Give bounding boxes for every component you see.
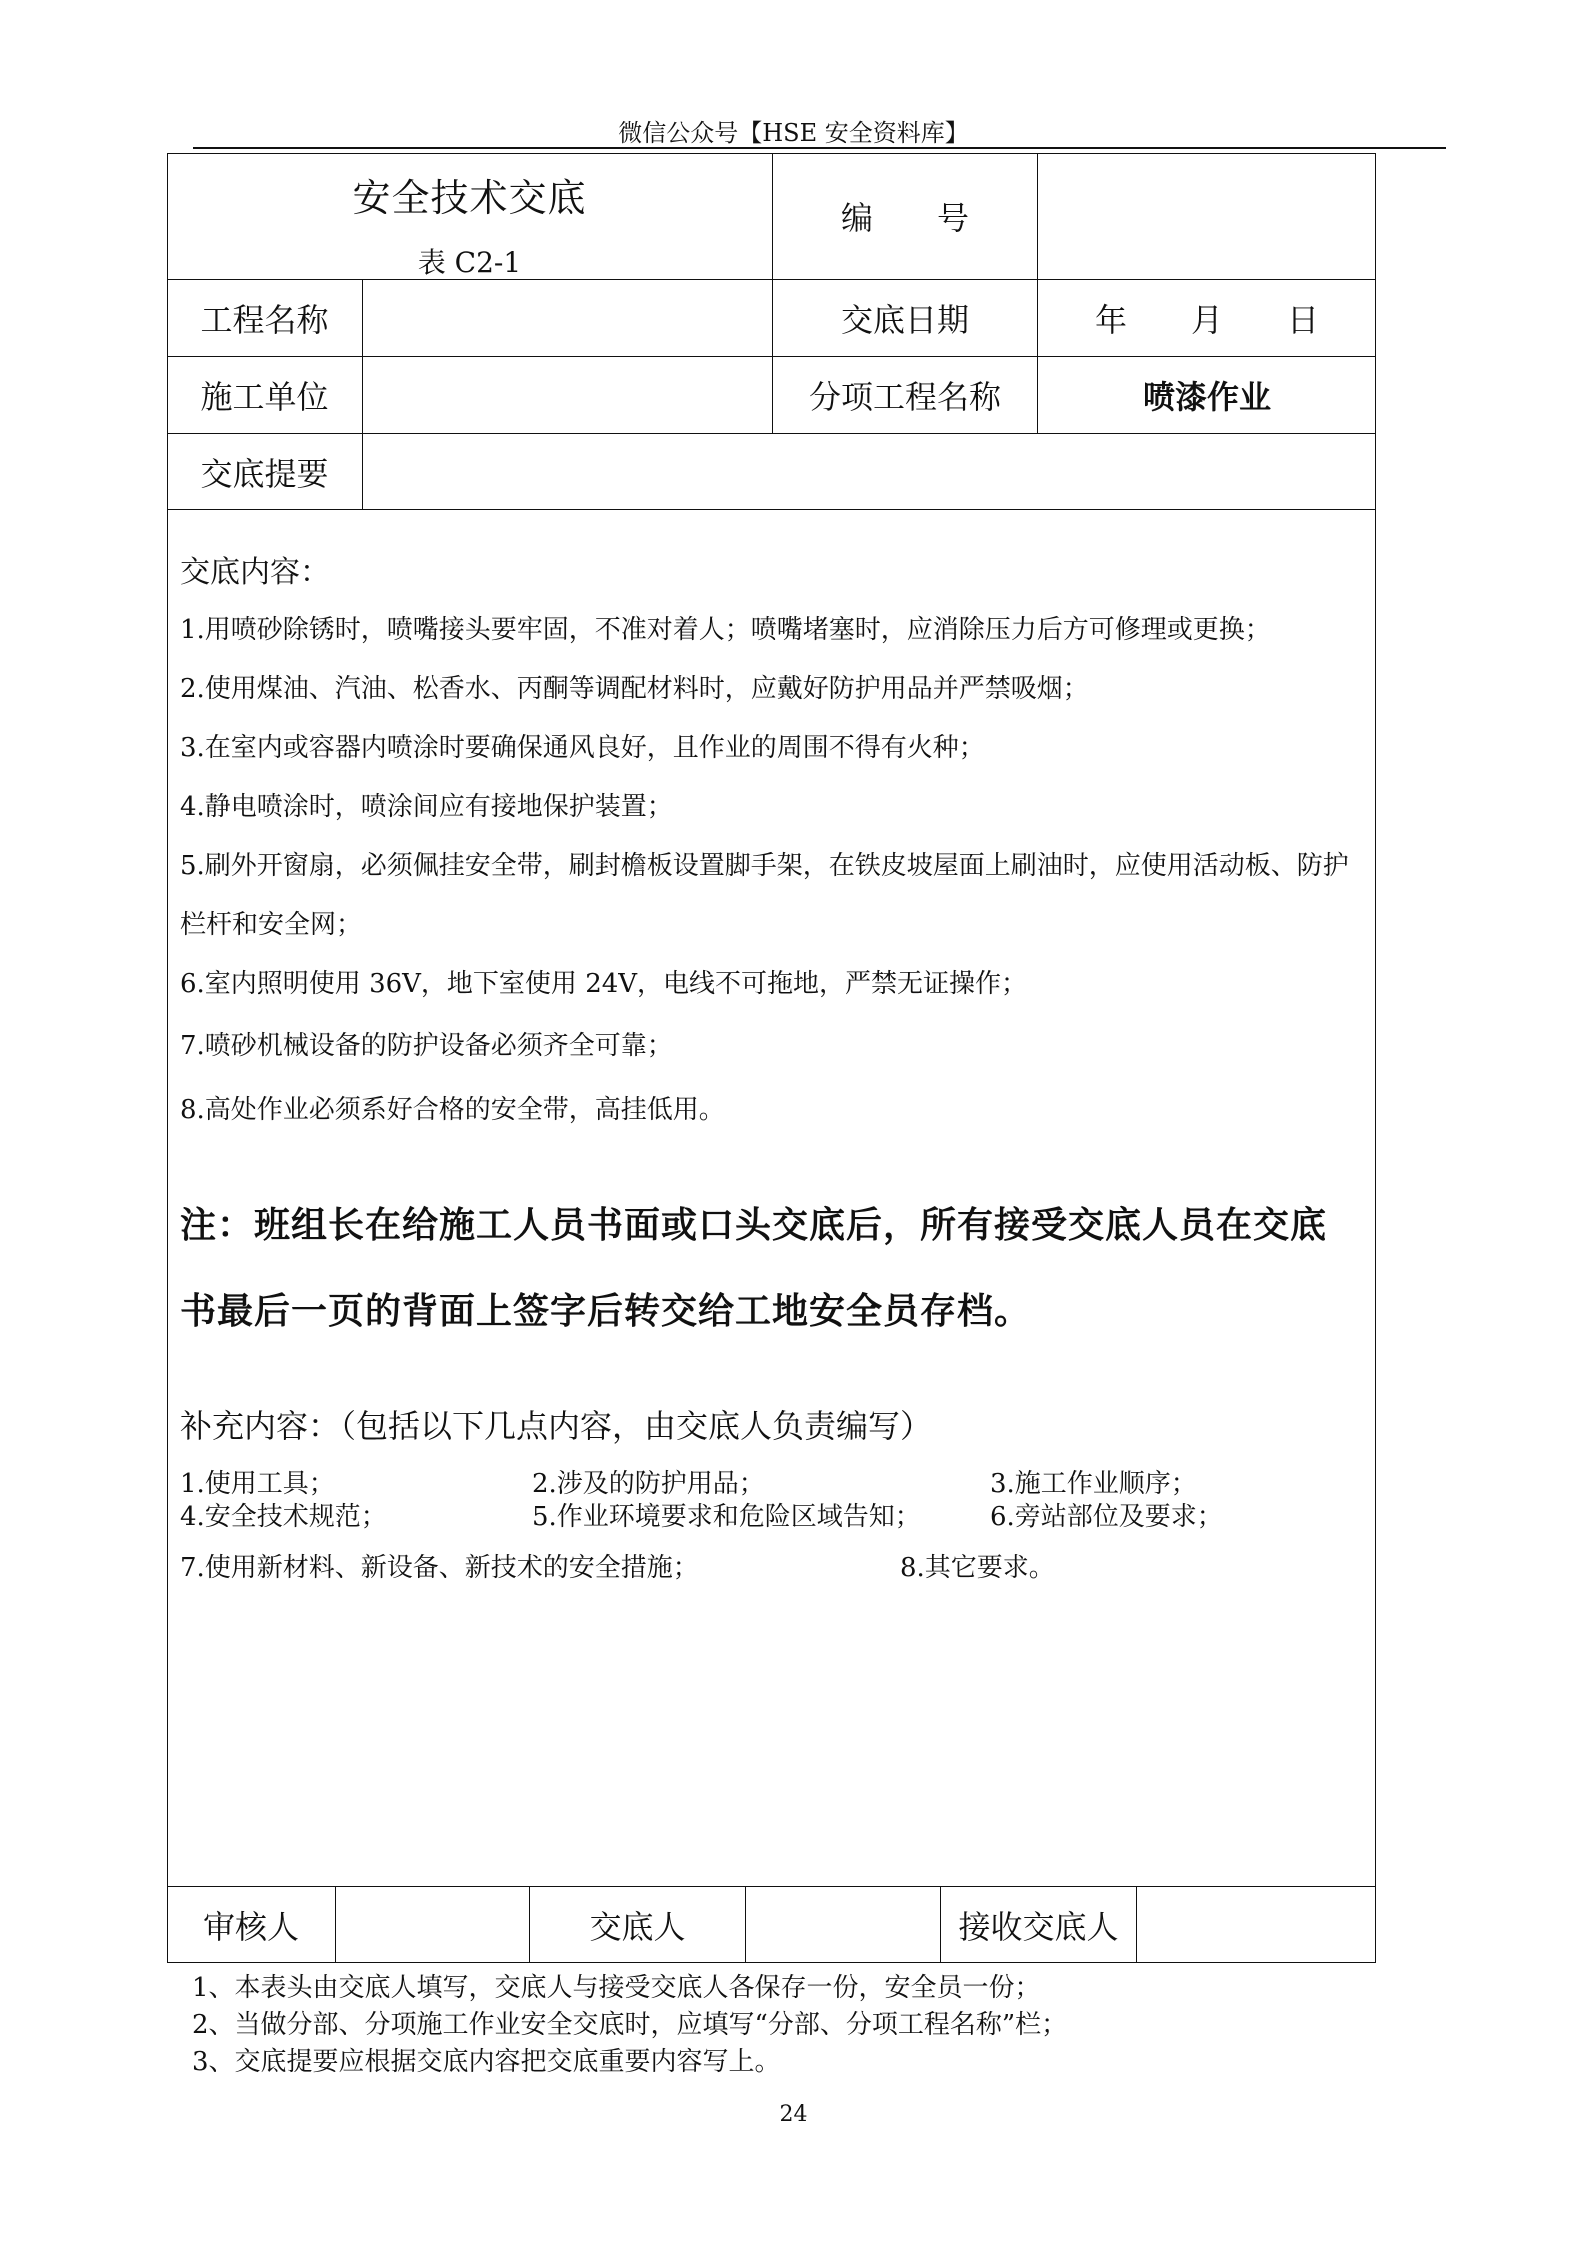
date-label: 交底日期	[772, 280, 1037, 356]
receiver-field[interactable]	[1136, 1887, 1376, 1963]
content-label: 交底内容：	[180, 555, 330, 590]
number-field[interactable]	[1037, 153, 1376, 279]
content-area	[180, 545, 1360, 1588]
title-cell	[167, 153, 772, 279]
supplement-list	[180, 1468, 1360, 1534]
content-item-1: 1.用喷砂除锈时，喷嘴接头要牢固，不准对着人；喷嘴堵塞时，应消除压力后方可修理或更换；	[180, 615, 1271, 645]
subproject-label: 分项工程名称	[772, 357, 1037, 433]
footnotes	[192, 1970, 1067, 2081]
discloser-label: 交底人	[529, 1887, 745, 1963]
content-item-5: 5.刷外开窗扇，必须佩挂安全带，刷封檐板设置脚手架，在铁皮坡屋面上刷油时，应使用活动板、防护栏杆和安全网；	[180, 851, 1349, 940]
supplement-item-7: 7.使用新材料、新设备、新技术的安全措施；	[180, 1553, 699, 1583]
supplement-row-last	[180, 1548, 1360, 1588]
signature-row	[167, 1886, 1376, 1963]
content-item-4: 4.静电喷涂时，喷涂间应有接地保护装置；	[180, 792, 673, 822]
page-header-text: 微信公众号【HSE 安全资料库】	[618, 119, 969, 147]
subproject-value[interactable]: 喷漆作业	[1037, 357, 1376, 433]
project-name-field[interactable]	[362, 280, 772, 356]
reviewer-field[interactable]	[335, 1887, 529, 1963]
header-rule	[193, 147, 1446, 149]
supplement-item-6: 6.旁站部位及要求；	[990, 1502, 1223, 1532]
content-item-6: 6.室内照明使用 36V，地下室使用 24V，电线不可拖地，严禁无证操作；	[180, 969, 1028, 999]
supplement-item-1: 1.使用工具；	[180, 1469, 335, 1499]
supplement-item-3: 3.施工作业顺序；	[990, 1469, 1197, 1499]
construction-unit-label: 施工单位	[200, 378, 329, 416]
footnote-2: 2、当做分部、分项施工作业安全交底时，应填写“分部、分项工程名称”栏；	[192, 2010, 1068, 2040]
summary-label: 交底提要	[200, 454, 329, 493]
supplement-item-2: 2.涉及的防护用品；	[532, 1469, 765, 1499]
page-number: 24	[779, 2102, 808, 2127]
date-field[interactable]: 年 月 日	[1037, 280, 1376, 356]
discloser-field[interactable]	[745, 1887, 940, 1963]
title-row	[167, 153, 1376, 280]
supplement-label: 补充内容：（包括以下几点内容，由交底人负责编写）	[180, 1407, 933, 1445]
content-item-8: 8.高处作业必须系好合格的安全带，高挂低用。	[180, 1095, 725, 1125]
note-text: 注：班组长在给施工人员书面或口头交底后，所有接受交底人员在交底书最后一页的背面上签字后转交给工地安全员存档。	[180, 1204, 1328, 1332]
footnote-3: 3、交底提要应根据交底内容把交底重要内容写上。	[192, 2047, 781, 2077]
supplement-item-5: 5.作业环境要求和危险区域告知；	[532, 1502, 921, 1532]
supplement-item-4: 4.安全技术规范；	[180, 1502, 387, 1532]
content-item-7: 7.喷砂机械设备的防护设备必须齐全可靠；	[180, 1031, 673, 1061]
construction-unit-field[interactable]	[362, 357, 772, 433]
content-item-3: 3.在室内或容器内喷涂时要确保通风良好，且作业的周围不得有火种；	[180, 733, 985, 763]
table-code: 表 C2-1	[417, 246, 522, 279]
footnote-1: 1、本表头由交底人填写，交底人与接受交底人各保存一份，安全员一份；	[192, 1973, 1041, 2003]
content-item-2: 2.使用煤油、汽油、松香水、丙酮等调配材料时，应戴好防护用品并严禁吸烟；	[180, 674, 1089, 704]
number-label: 编 号	[772, 153, 1037, 279]
supplement-item-8: 8.其它要求。	[900, 1553, 1055, 1583]
summary-field[interactable]	[362, 434, 1376, 509]
summary-row	[167, 434, 1376, 510]
receiver-label: 接收交底人	[940, 1887, 1136, 1963]
content-list	[180, 601, 1360, 1142]
project-name-label: 工程名称	[200, 301, 329, 339]
project-row	[167, 280, 1376, 357]
unit-row	[167, 357, 1376, 434]
reviewer-label: 审核人	[202, 1908, 299, 1946]
form-title: 安全技术交底	[352, 176, 587, 220]
